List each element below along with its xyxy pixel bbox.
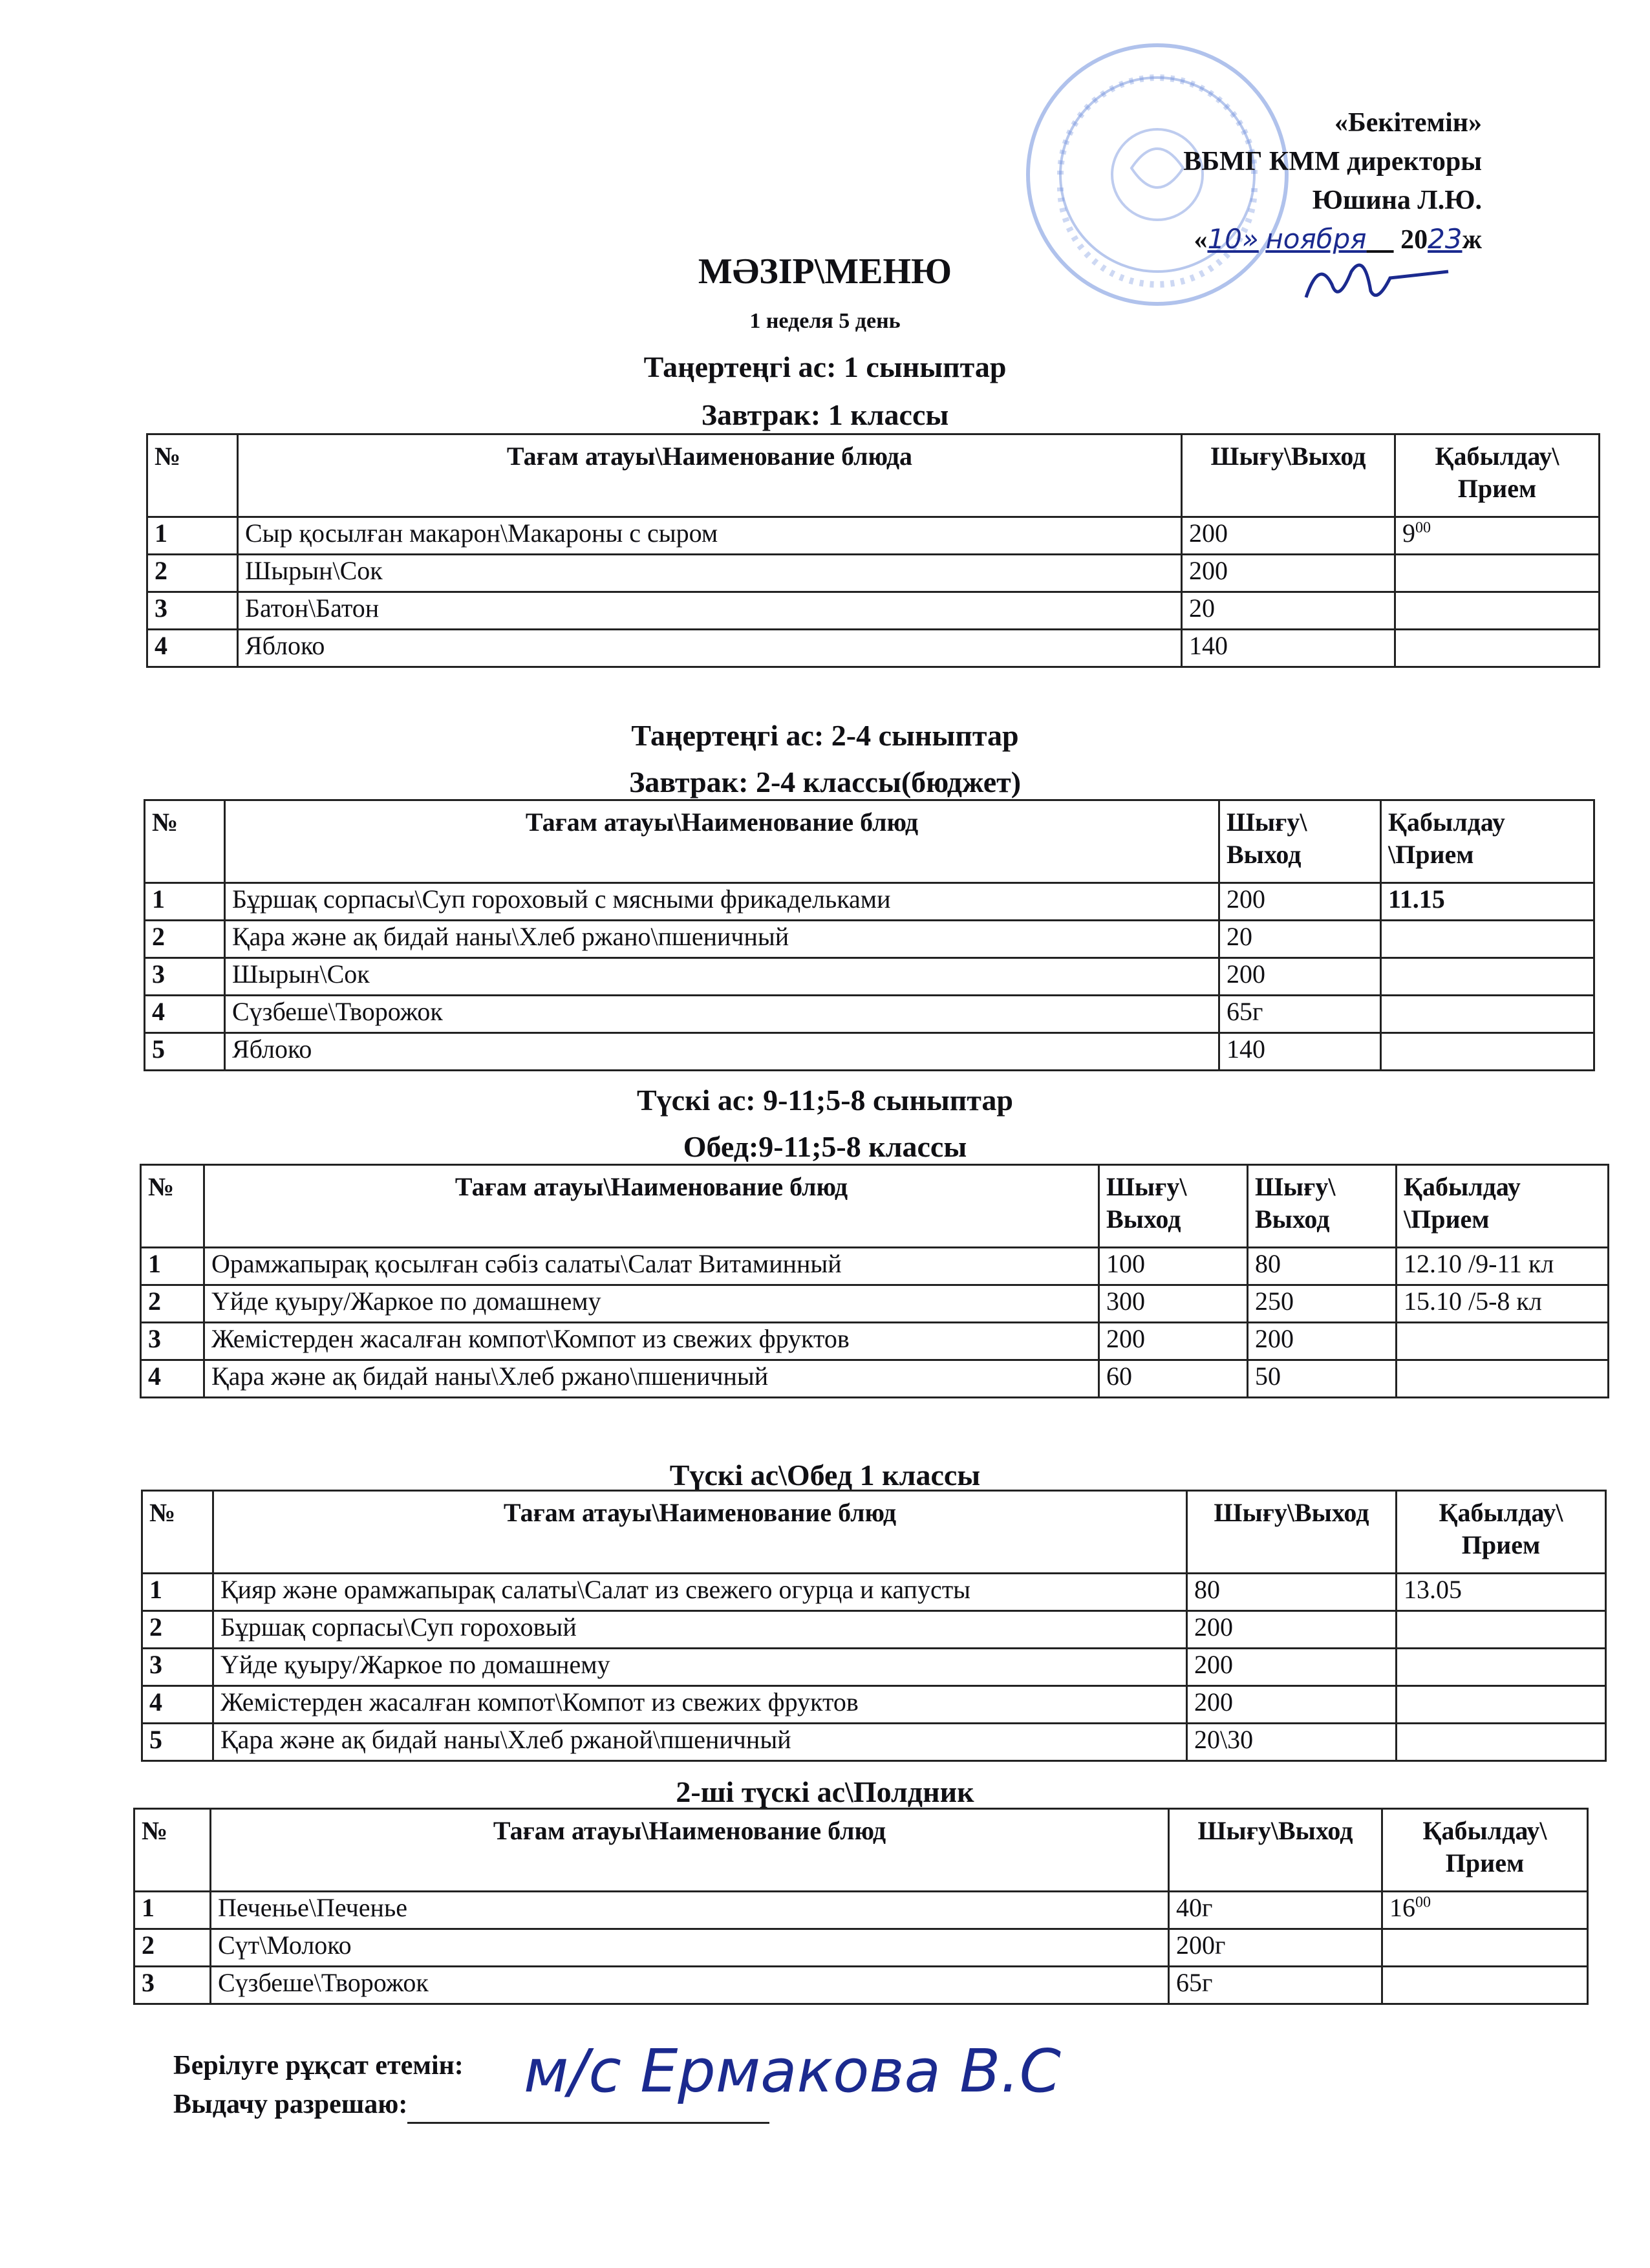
col-header-number: №: [145, 800, 225, 883]
dish-name: Сүзбеше\Творожок: [211, 1967, 1169, 2004]
reception-time: [1397, 1323, 1609, 1360]
date-day: 10»: [1207, 223, 1259, 255]
dish-output: 200: [1187, 1649, 1397, 1686]
row-number: 2: [141, 1285, 204, 1323]
row-number: 2: [147, 555, 238, 592]
reception-time: [1395, 630, 1600, 667]
table-header-row: [142, 1491, 1606, 1574]
row-number: 4: [145, 996, 225, 1033]
col-header-number: №: [141, 1165, 204, 1248]
dish-output: 80: [1187, 1574, 1397, 1611]
col-header-number: №: [147, 434, 238, 517]
dish-output: 20\30: [1187, 1724, 1397, 1761]
dish-output: 140: [1182, 630, 1395, 667]
section-1-title-kz: Таңертеңгі ас: 1 сыныптар: [643, 350, 1007, 383]
dish-name: Орамжапырақ қосылған сәбіз салаты\Салат Витаминный: [204, 1248, 1099, 1285]
row-number: 5: [142, 1724, 213, 1761]
dish-output-2: 250: [1248, 1285, 1397, 1323]
dish-name: Қара және ақ бидай наны\Хлеб ржаной\пшеничный: [213, 1724, 1187, 1761]
dish-name: Үйде қуыру/Жаркое по домашнему: [213, 1649, 1187, 1686]
reception-time: 11.15: [1381, 883, 1594, 921]
row-number: 4: [147, 630, 238, 667]
dish-name: Яблоко: [238, 630, 1182, 667]
section-2-title-ru: Завтрак: 2-4 классы(бюджет): [628, 765, 1022, 798]
table-row: [145, 883, 1594, 921]
row-number: 3: [141, 1323, 204, 1360]
reception-time: 15.10 /5-8 кл: [1397, 1285, 1609, 1323]
page-subtitle: 1 неделя 5 день: [749, 309, 901, 333]
section-2-title-kz: Таңертеңгі ас: 2-4 сыныптар: [631, 719, 1019, 752]
dish-output: 65г: [1169, 1967, 1382, 2004]
dish-output: 200: [1187, 1686, 1397, 1724]
reception-time: 12.10 /9-11 кл: [1397, 1248, 1609, 1285]
row-number: 2: [145, 921, 225, 958]
table-row: [141, 1248, 1609, 1285]
dish-output: 200: [1182, 517, 1395, 555]
col-header-number: №: [142, 1491, 213, 1574]
reception-hour: 9: [1402, 519, 1415, 548]
table-row: [142, 1686, 1606, 1724]
dish-name: Сүт\Молоко: [211, 1929, 1169, 1967]
reception-minutes: 00: [1415, 519, 1431, 537]
col-header-reception: Қабылдау\ Прием: [1397, 1491, 1606, 1574]
dish-output-2: 50: [1248, 1360, 1397, 1398]
handwritten-signature: [511, 2017, 1119, 2114]
col-header-reception: Қабылдау\ Прием: [1382, 1809, 1588, 1892]
col-header-dish: Тағам атауы\Наименование блюда: [238, 434, 1182, 517]
section-4-title: Түскі ас\Обед 1 классы: [669, 1459, 981, 1492]
reception-time: [1397, 1360, 1609, 1398]
footer-permission-label: Выдачу разрешаю:: [173, 2090, 408, 2119]
reception-minutes: 00: [1415, 1894, 1431, 1911]
table-row: [147, 630, 1600, 667]
menu-table-lunch-1: [141, 1490, 1607, 1762]
row-number: 1: [147, 517, 238, 555]
col-header-output: Шығу\Выход: [1187, 1491, 1397, 1574]
reception-hour: 16: [1389, 1893, 1415, 1922]
reception-time: [1397, 1686, 1606, 1724]
row-number: 3: [142, 1649, 213, 1686]
reception-time: [1382, 1929, 1588, 1967]
col-header-dish: Тағам атауы\Наименование блюд: [211, 1809, 1169, 1892]
table-row: [134, 1929, 1588, 1967]
reception-time: [1381, 958, 1594, 996]
col-header-output: Шығу\Выход: [1169, 1809, 1382, 1892]
menu-table-afternoon-snack: [133, 1808, 1589, 2005]
reception-time: [1395, 517, 1600, 555]
dish-output: 200г: [1169, 1929, 1382, 1967]
table-row: [145, 958, 1594, 996]
dish-name: Сыр қосылған макарон\Макароны с сыром: [238, 517, 1182, 555]
dish-name: Бұршақ сорпасы\Суп гороховый: [213, 1611, 1187, 1649]
date-prefix: «: [1194, 225, 1208, 255]
dish-name: Бұршақ сорпасы\Суп гороховый с мясными фрикадельками: [225, 883, 1219, 921]
row-number: 4: [141, 1360, 204, 1398]
table-row: [145, 1033, 1594, 1071]
menu-table-lunch-9-11-5-8: [140, 1164, 1609, 1398]
table-row: [145, 996, 1594, 1033]
dish-output: 200: [1182, 555, 1395, 592]
reception-time: [1382, 1967, 1588, 2004]
date-month: ноября: [1265, 223, 1367, 255]
row-number: 1: [141, 1248, 204, 1285]
table-row: [147, 592, 1600, 630]
table-row: [141, 1360, 1609, 1398]
dish-name: Яблоко: [225, 1033, 1219, 1071]
col-header-reception: Қабылдау \Прием: [1397, 1165, 1609, 1248]
dish-output-1: 300: [1099, 1285, 1248, 1323]
menu-table-breakfast-2-4: [144, 799, 1595, 1071]
table-header-row: [141, 1165, 1609, 1248]
reception-time: 13.05: [1397, 1574, 1606, 1611]
dish-name: Жемістерден жасалған компот\Компот из свежих фруктов: [213, 1686, 1187, 1724]
col-header-output-2: Шығу\ Выход: [1248, 1165, 1397, 1248]
table-row: [141, 1323, 1609, 1360]
col-header-output: Шығу\Выход: [1182, 434, 1395, 517]
dish-output: 200: [1187, 1611, 1397, 1649]
col-header-dish: Тағам атауы\Наименование блюд: [204, 1165, 1099, 1248]
page-title: МӘЗІР\МЕНЮ: [698, 251, 952, 292]
table-row: [142, 1649, 1606, 1686]
row-number: 3: [147, 592, 238, 630]
menu-table-breakfast-1: [146, 433, 1600, 668]
dish-name: Батон\Батон: [238, 592, 1182, 630]
date-year-prefix: 20: [1400, 225, 1428, 255]
dish-output: 200: [1219, 883, 1381, 921]
reception-time: [1395, 592, 1600, 630]
dish-output: 20: [1182, 592, 1395, 630]
dish-output-1: 100: [1099, 1248, 1248, 1285]
dish-output-1: 60: [1099, 1360, 1248, 1398]
row-number: 2: [142, 1611, 213, 1649]
table-row: [134, 1892, 1588, 1929]
table-header-row: [145, 800, 1594, 883]
dish-output: 200: [1219, 958, 1381, 996]
reception-time: [1382, 1892, 1588, 1929]
table-row: [142, 1574, 1606, 1611]
dish-output: 40г: [1169, 1892, 1382, 1929]
table-row: [147, 517, 1600, 555]
dish-name: Қияр және орамжапырақ салаты\Салат из свежего огурца и капусты: [213, 1574, 1187, 1611]
table-header-row: [147, 434, 1600, 517]
table-row: [142, 1611, 1606, 1649]
row-number: 4: [142, 1686, 213, 1724]
col-header-dish: Тағам атауы\Наименование блюд: [225, 800, 1219, 883]
col-header-output-1: Шығу\ Выход: [1099, 1165, 1248, 1248]
approval-label: «Бекітемін»: [1334, 108, 1482, 138]
reception-time: [1381, 996, 1594, 1033]
dish-name: Үйде қуыру/Жаркое по домашнему: [204, 1285, 1099, 1323]
approval-organization: ВБМГ КММ директоры: [1183, 147, 1482, 177]
col-header-number: №: [134, 1809, 211, 1892]
row-number: 1: [145, 883, 225, 921]
row-number: 2: [134, 1929, 211, 1967]
reception-time: [1395, 555, 1600, 592]
date-year: 23: [1428, 223, 1462, 255]
table-header-row: [134, 1809, 1588, 1892]
row-number: 3: [145, 958, 225, 996]
table-row: [134, 1967, 1588, 2004]
reception-time: [1397, 1724, 1606, 1761]
table-row: [142, 1724, 1606, 1761]
col-header-dish: Тағам атауы\Наименование блюд: [213, 1491, 1187, 1574]
section-3-title-ru: Обед:9-11;5-8 классы: [683, 1130, 967, 1163]
date-suffix: ж: [1462, 225, 1482, 255]
table-row: [141, 1285, 1609, 1323]
dish-name: Сүзбеше\Творожок: [225, 996, 1219, 1033]
signature-text: м/с Ермакова В.С: [524, 2037, 1061, 2106]
dish-output: 140: [1219, 1033, 1381, 1071]
reception-time: [1381, 921, 1594, 958]
row-number: 1: [142, 1574, 213, 1611]
approval-block: [1183, 103, 1482, 259]
reception-time: [1397, 1649, 1606, 1686]
col-header-output: Шығу\ Выход: [1219, 800, 1381, 883]
table-row: [145, 921, 1594, 958]
dish-name: Қара және ақ бидай наны\Хлеб ржано\пшеничный: [225, 921, 1219, 958]
section-1-title-ru: Завтрак: 1 классы: [701, 398, 949, 431]
dish-name: Жемістерден жасалған компот\Компот из свежих фруктов: [204, 1323, 1099, 1360]
row-number: 5: [145, 1033, 225, 1071]
section-3-title-kz: Түскі ас: 9-11;5-8 сыныптар: [636, 1084, 1014, 1117]
row-number: 1: [134, 1892, 211, 1929]
dish-output-1: 200: [1099, 1323, 1248, 1360]
dish-name: Шырын\Сок: [225, 958, 1219, 996]
section-5-title: 2-ші түскі ас\Полдник: [676, 1775, 974, 1808]
col-header-reception: Қабылдау\ Прием: [1395, 434, 1600, 517]
dish-output: 65г: [1219, 996, 1381, 1033]
reception-time: [1381, 1033, 1594, 1071]
dish-name: Печенье\Печенье: [211, 1892, 1169, 1929]
dish-output-2: 200: [1248, 1323, 1397, 1360]
dish-output: 20: [1219, 921, 1381, 958]
reception-time: [1397, 1611, 1606, 1649]
dish-name: Қара және ақ бидай наны\Хлеб ржано\пшеничный: [204, 1360, 1099, 1398]
footer-permission-kz: Берілуге рұқсат етемін:: [173, 2051, 464, 2081]
dish-name: Шырын\Сок: [238, 555, 1182, 592]
table-row: [147, 555, 1600, 592]
approval-director: Юшина Л.Ю.: [1312, 186, 1482, 215]
dish-output-2: 80: [1248, 1248, 1397, 1285]
col-header-reception: Қабылдау \Прием: [1381, 800, 1594, 883]
row-number: 3: [134, 1967, 211, 2004]
